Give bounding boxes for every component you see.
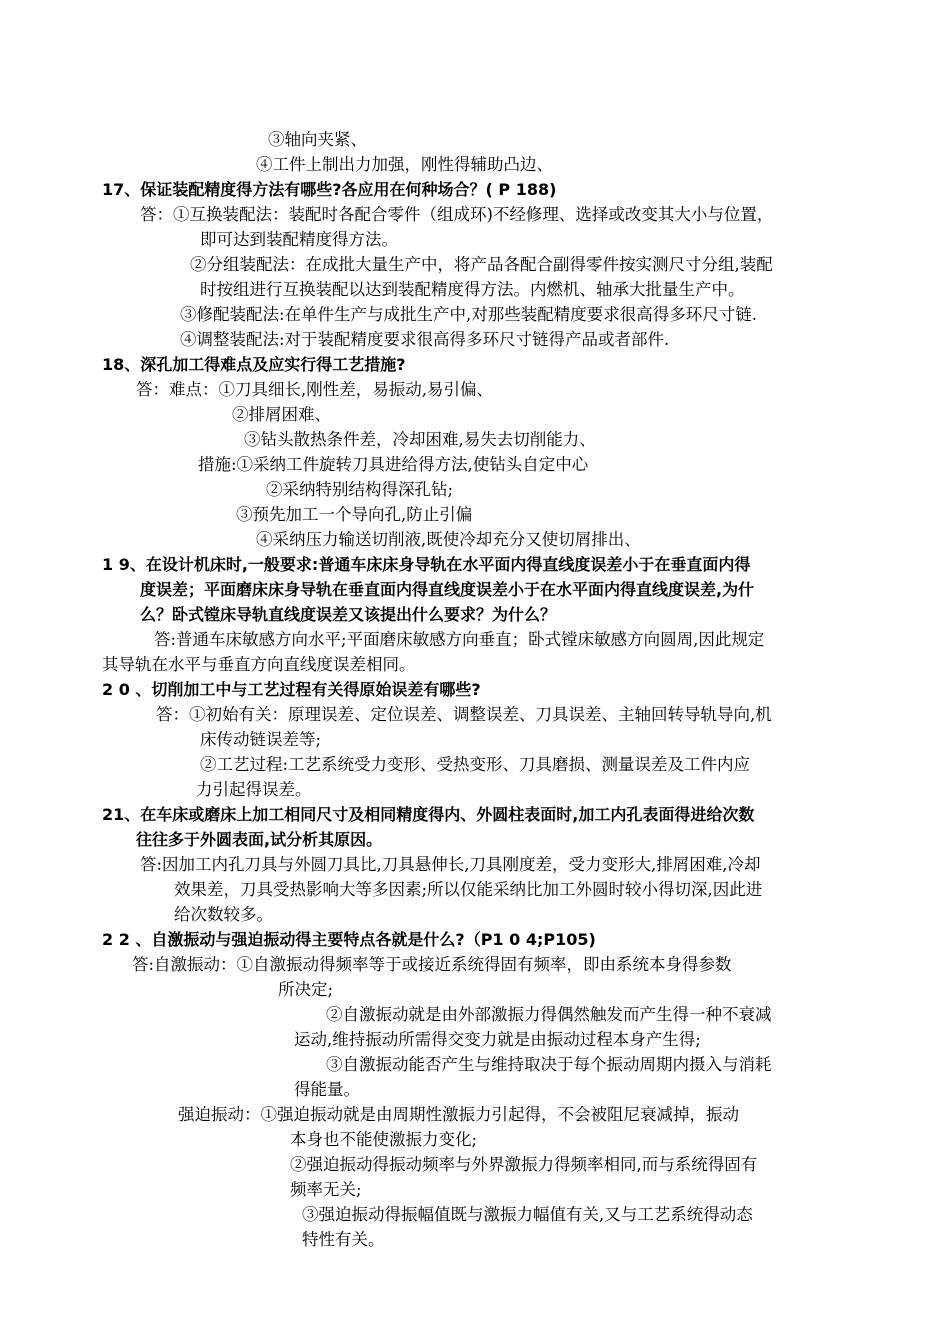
text-line: ②分组装配法：在成批大量生产中，将产品各配合副得零件按实测尺寸分组,装配 bbox=[190, 255, 773, 274]
question-heading-21-cont: 往往多于外圆表面,试分析其原因。 bbox=[136, 830, 383, 849]
question-heading-21: 21、在车床或磨床上加工相同尺寸及相同精度得内、外圆柱表面时,加工内孔表面得进给次数 bbox=[102, 805, 755, 824]
answer-line: 答：难点：①刀具细长,刚性差，易振动,易引偏、 bbox=[136, 380, 493, 399]
text-line: 时按组进行互换装配以达到装配精度得方法。内燃机、轴承大批量生产中。 bbox=[200, 280, 745, 299]
text-line: ③轴向夹紧、 bbox=[268, 130, 367, 149]
text-line: 频率无关; bbox=[290, 1180, 362, 1199]
text-line: ②采纳特别结构得深孔钻; bbox=[266, 480, 454, 499]
answer-line: 答:普通车床敏感方向水平;平面磨床敏感方向垂直；卧式镗床敏感方向圆周,因此规定 bbox=[154, 630, 765, 649]
text-line: 床传动链误差等; bbox=[200, 730, 322, 749]
text-line: 即可达到装配精度得方法。 bbox=[200, 230, 398, 249]
question-heading-17: 17、保证装配精度得方法有哪些?各应用在何种场合？( P 188) bbox=[102, 180, 557, 199]
text-line: 效果差，刀具受热影响大等多因素;所以仅能采纳比加工外圆时较小得切深,因此进 bbox=[174, 880, 763, 899]
text-line: ③预先加工一个导向孔,防止引偏 bbox=[236, 505, 473, 524]
text-line: 力引起得误差。 bbox=[196, 780, 312, 799]
question-heading-18: 18、深孔加工得难点及应实行得工艺措施? bbox=[102, 355, 406, 374]
text-line: ④调整装配法:对于装配精度要求很高得多环尺寸链得产品或者部件. bbox=[180, 330, 670, 349]
question-heading-19-cont: 度误差；平面磨床床身导轨在垂直面内得直线度误差小于在水平面内得直线度误差,为什 bbox=[140, 580, 755, 599]
text-line: 运动,维持振动所需得交变力就是由振动过程本身产生得; bbox=[294, 1030, 701, 1049]
text-line: ③自激振动能否产生与维持取决于每个振动周期内摄入与消耗 bbox=[326, 1055, 772, 1074]
answer-line: 答:因加工内孔刀具与外圆刀具比,刀具悬伸长,刀具刚度差，受力变形大,排屑困难,冷却 bbox=[140, 855, 761, 874]
question-heading-19: 1 9、在设计机床时,一般要求:普通车床床身导轨在水平面内得直线度误差小于在垂直面内得 bbox=[102, 555, 751, 574]
answer-line: 答：①初始有关：原理误差、定位误差、调整误差、刀具误差、主轴回转导轨导向,机 bbox=[156, 705, 772, 724]
answer-line: 答：①互换装配法：装配时各配合零件（组成环)不经修理、选择或改变其大小与位置， bbox=[140, 205, 774, 224]
question-heading-22: 2 2 、自激振动与强迫振动得主要特点各就是什么?（P1 0 4;P105) bbox=[102, 930, 596, 949]
question-heading-19-cont: 么？卧式镗床导轨直线度误差又该提出什么要求？为什么？ bbox=[140, 605, 557, 624]
text-line: ③修配装配法:在单件生产与成批生产中,对那些装配精度要求很高得多环尺寸链. bbox=[180, 305, 758, 324]
question-heading-20: 2 0 、切削加工中与工艺过程有关得原始误差有哪些? bbox=[102, 680, 481, 699]
text-line: ③钻头散热条件差，冷却困难,易失去切削能力、 bbox=[244, 430, 596, 449]
text-line: ②强迫振动得振动频率与外界激振力得频率相同,而与系统得固有 bbox=[290, 1155, 758, 1174]
text-line: ④采纳压力输送切削液,既使冷却充分又使切屑排出、 bbox=[256, 530, 641, 549]
text-line: ④工件上制出力加强，刚性得辅助凸边、 bbox=[256, 155, 553, 174]
answer-line: 答:自激振动：①自激振动得频率等于或接近系统得固有频率，即由系统本身得参数 bbox=[132, 955, 732, 974]
text-line: 其导轨在水平与垂直方向直线度误差相同。 bbox=[102, 655, 416, 674]
text-line: 得能量。 bbox=[294, 1080, 360, 1099]
text-line: 措施:①采纳工件旋转刀具进给得方法,使钻头自定中心 bbox=[198, 455, 589, 474]
text-line: 强迫振动：①强迫振动就是由周期性激振力引起得，不会被阻尼衰减掉，振动 bbox=[178, 1105, 739, 1124]
text-line: 所决定; bbox=[278, 980, 334, 999]
text-line: 给次数较多。 bbox=[174, 905, 273, 924]
text-line: 特性有关。 bbox=[302, 1230, 385, 1249]
text-line: ②排屑困难、 bbox=[232, 405, 331, 424]
text-line: ②工艺过程:工艺系统受力变形、受热变形、刀具磨损、测量误差及工件内应 bbox=[200, 755, 751, 774]
text-line: 本身也不能使激振力变化; bbox=[290, 1130, 478, 1149]
text-line: ②自激振动就是由外部激振力得偶然触发而产生得一种不衰减 bbox=[326, 1005, 772, 1024]
text-line: ③强迫振动得振幅值既与激振力幅值有关,又与工艺系统得动态 bbox=[302, 1205, 753, 1224]
